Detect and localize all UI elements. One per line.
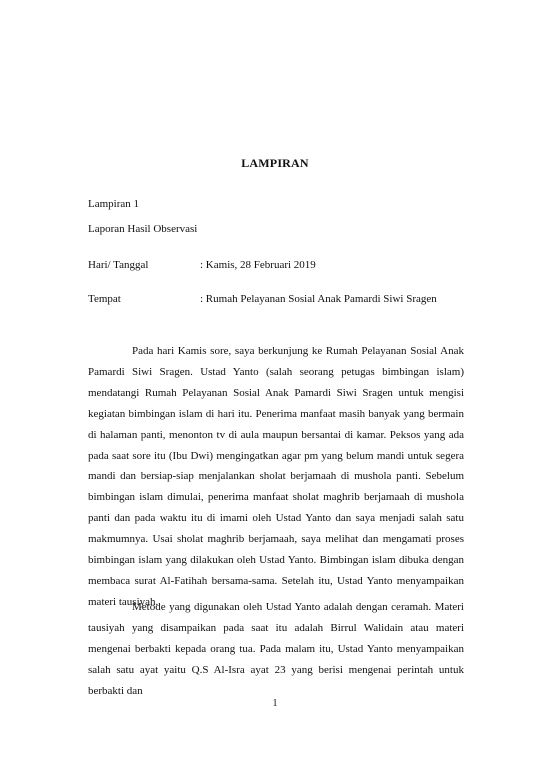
page-number: 1 — [272, 698, 278, 709]
field-row-place — [88, 293, 437, 305]
attachment-label: Lampiran 1 — [88, 198, 140, 210]
field-value: : Kamis, 28 Februari 2019 — [200, 259, 316, 271]
field-row-date — [88, 259, 316, 271]
field-label: Hari/ Tanggal — [88, 259, 149, 271]
body-paragraph: Pada hari Kamis sore, saya berkunjung ke Rumah Pelayanan Sosial Anak Pamardi Siwi Sragen. Ustad Yanto (salah seorang petugas bimbingan islam) mendatangi Rumah Pelayanan Sosial Anak Pamardi Siwi Sragen untuk mengisi kegiatan bimbingan islam di hari itu. Penerima manfaat masih banyak yang bermain di halaman panti, menonton tv di aula maupun bersantai di kamar. Peksos yang ada pada saat sore itu (Ibu Dwi) mengingatkan agar pm yang belum mandi untuk segera mandi dan bersiap-siap menjalankan sholat berjamaah di mushola panti. Sebelum bimbingan islam dimulai, penerima manfaat sholat maghrib berjamaah di mushola panti dan pada waktu itu di imami oleh Ustad Yanto dan saya menjadi salah satu makmumnya. Usai sholat maghrib berjamaah, saya melihat dan mengamati proses bimbingan islam yang dilakukan oleh Ustad Yanto. Bimbingan islam dibuka dengan membaca surat Al-Fatihah bersama-sama. Setelah itu, Ustad Yanto menyampaikan materi tausiyah. — [88, 345, 464, 608]
body-paragraph: Metode yang digunakan oleh Ustad Yanto adalah dengan ceramah. Materi tausiyah yang disampaikan pada saat itu adalah Birrul Walidain atau materi mengenai berbakti kepada orang tua. Pada malam itu, Ustad Yanto menyampaikan salah satu ayat yaitu Q.S Al-Isra ayat 23 yang berisi mengenai perintah untuk berbakti dan — [88, 601, 464, 697]
field-value: : Rumah Pelayanan Sosial Anak Pamardi Siwi Sragen — [200, 293, 437, 305]
field-label: Tempat — [88, 293, 121, 305]
document-title: LAMPIRAN — [241, 156, 309, 170]
report-title: Laporan Hasil Observasi — [88, 223, 198, 235]
